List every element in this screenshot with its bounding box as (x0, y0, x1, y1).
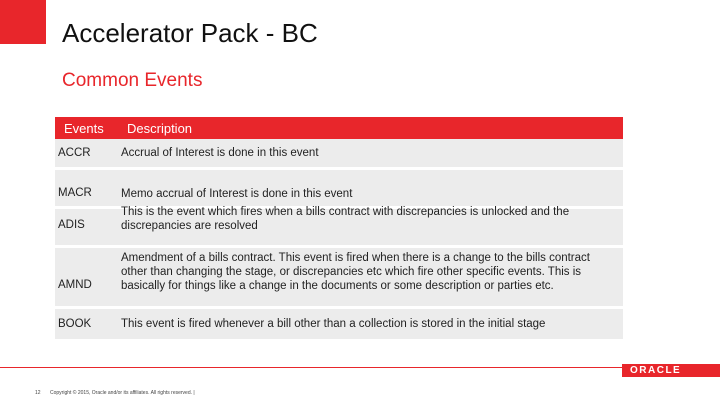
slide-subtitle: Common Events (62, 70, 203, 91)
event-code: MACR (58, 187, 92, 199)
event-description: This event is fired whenever a bill other than a collection is stored in the initial stage (121, 318, 546, 330)
event-code: ADIS (58, 219, 85, 231)
table-row (55, 248, 623, 309)
table-row (55, 170, 623, 209)
event-description: This is the event which fires when a bills contract with discrepancies is unlocked and the discrepancies are resolved (121, 206, 570, 232)
table-row (55, 206, 623, 248)
oracle-logo: ORACLE (630, 365, 682, 376)
table-header (55, 117, 623, 139)
events-table (55, 117, 623, 342)
table-row (55, 139, 623, 170)
event-code: ACCR (58, 147, 91, 159)
slide-title: Accelerator Pack - BC (62, 18, 318, 48)
copyright-text: Copyright © 2015, Oracle and/or its affiliates. All rights reserved. | (50, 390, 195, 396)
header-description: Description (127, 120, 193, 136)
event-code: AMND (58, 279, 92, 291)
table-row (55, 309, 623, 342)
event-code: BOOK (58, 318, 92, 330)
header-events: Events (64, 120, 104, 136)
accent-bar (0, 0, 46, 44)
event-description: Accrual of Interest is done in this event (121, 147, 319, 159)
event-description: Memo accrual of Interest is done in this event (121, 188, 353, 200)
footer-divider (0, 367, 720, 368)
page-number: 12 (35, 390, 41, 396)
event-description: Amendment of a bills contract. This event is fired when there is a change to the bills contract other than changing the stage, or discrepancies etc which fire other specific events. This is basically for things like a change in the documents or some description or parties etc. (121, 252, 590, 292)
